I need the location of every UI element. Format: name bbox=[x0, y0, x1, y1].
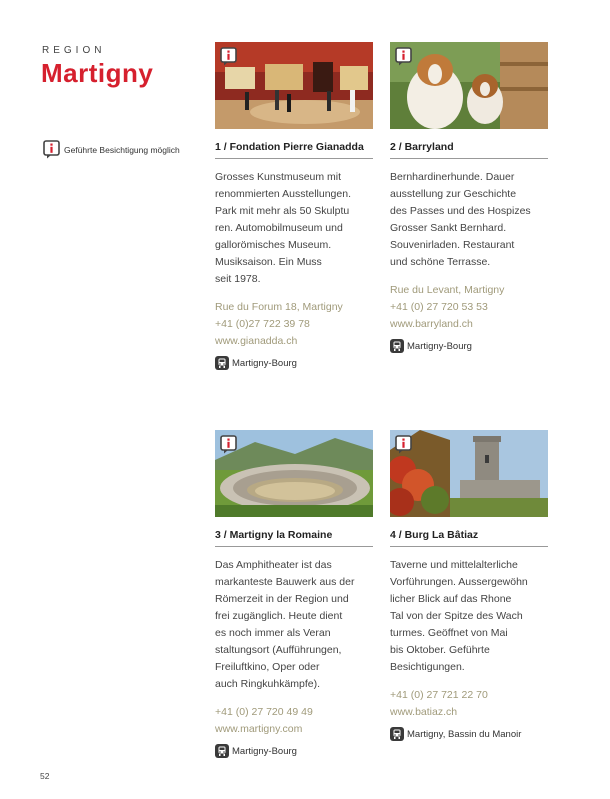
phone: +41 (0)27 722 39 78 bbox=[215, 318, 310, 330]
card-barryland bbox=[390, 42, 548, 353]
address: Rue du Levant, Martigny bbox=[390, 284, 505, 296]
guided-tour-icon bbox=[395, 435, 412, 454]
guided-tour-icon bbox=[220, 435, 237, 454]
divider bbox=[390, 546, 548, 547]
bus-icon bbox=[215, 356, 229, 370]
page-number: 52 bbox=[40, 771, 50, 781]
bus-stop: Martigny-Bourg bbox=[215, 356, 373, 370]
dogs-photo bbox=[390, 42, 548, 129]
divider bbox=[215, 546, 373, 547]
card-description: Taverne und mittelalterliche Vorführungen. Aussergewöhn licher Blick auf das Rhone Tal von der Spitze des Wach turmes. Geöffnet von Mai bis Oktober. Geführte Besichtigungen. bbox=[390, 559, 528, 673]
address: Rue du Forum 18, Martigny bbox=[215, 301, 343, 313]
card-title: 4 / Burg La Bâtiaz bbox=[390, 529, 479, 541]
website-link[interactable]: www.gianadda.ch bbox=[215, 335, 298, 347]
bus-stop: Martigny, Bassin du Manoir bbox=[390, 727, 548, 741]
card-description: Das Amphitheater ist das markanteste Bauwerk aus der Römerzeit in der Region und frei zugänglich. Heute dient es noch immer als Veran staltungsort (Aufführungen, Freiluftkino, Oper oder auch Ringkuhkämpfe). bbox=[215, 559, 355, 690]
website-link[interactable]: www.batiaz.ch bbox=[390, 706, 458, 718]
card-fondation-pierre-gianadda bbox=[215, 42, 373, 370]
card-title: 1 / Fondation Pierre Gianadda bbox=[215, 141, 364, 153]
bus-icon bbox=[390, 727, 404, 741]
legend bbox=[43, 140, 180, 159]
card-burg-la-batiaz bbox=[390, 430, 548, 741]
legend-text: Geführte Besichtigung möglich bbox=[64, 144, 180, 155]
website-link[interactable]: www.barryland.ch bbox=[390, 318, 473, 330]
bus-icon bbox=[215, 744, 229, 758]
guided-tour-icon bbox=[220, 47, 237, 66]
museum-photo bbox=[215, 42, 373, 129]
divider bbox=[390, 158, 548, 159]
card-description: Grosses Kunstmuseum mit renommierten Ausstellungen. Park mit mehr als 50 Skulptu ren. Automobilmuseum und gallorömisches Museum. Musiksaison. Ein Muss seit 1978. bbox=[215, 171, 351, 285]
castle-photo bbox=[390, 430, 548, 517]
info-icon bbox=[43, 140, 60, 159]
bus-stop: Martigny-Bourg bbox=[390, 339, 548, 353]
phone: +41 (0) 27 720 53 53 bbox=[390, 301, 488, 313]
divider bbox=[215, 158, 373, 159]
card-contact bbox=[215, 704, 373, 738]
card-title: 3 / Martigny la Romaine bbox=[215, 529, 333, 541]
region-label: REGION bbox=[42, 45, 106, 56]
phone: +41 (0) 27 721 22 70 bbox=[390, 689, 488, 701]
bus-stop: Martigny-Bourg bbox=[215, 744, 373, 758]
card-martigny-la-romaine bbox=[215, 430, 373, 758]
amphitheater-photo bbox=[215, 430, 373, 517]
page-title: Martigny bbox=[41, 58, 154, 88]
card-contact bbox=[215, 299, 373, 350]
card-contact bbox=[390, 282, 548, 333]
bus-icon bbox=[390, 339, 404, 353]
phone: +41 (0) 27 720 49 49 bbox=[215, 706, 313, 718]
card-description: Bernhardinerhunde. Dauer ausstellung zur Geschichte des Passes und des Hospizes Grosser Sankt Bernhard. Souvenirladen. Restaurant und schöne Terrasse. bbox=[390, 171, 531, 268]
card-title: 2 / Barryland bbox=[390, 141, 454, 153]
guided-tour-icon bbox=[395, 47, 412, 66]
card-contact bbox=[390, 687, 548, 721]
website-link[interactable]: www.martigny.com bbox=[215, 723, 303, 735]
